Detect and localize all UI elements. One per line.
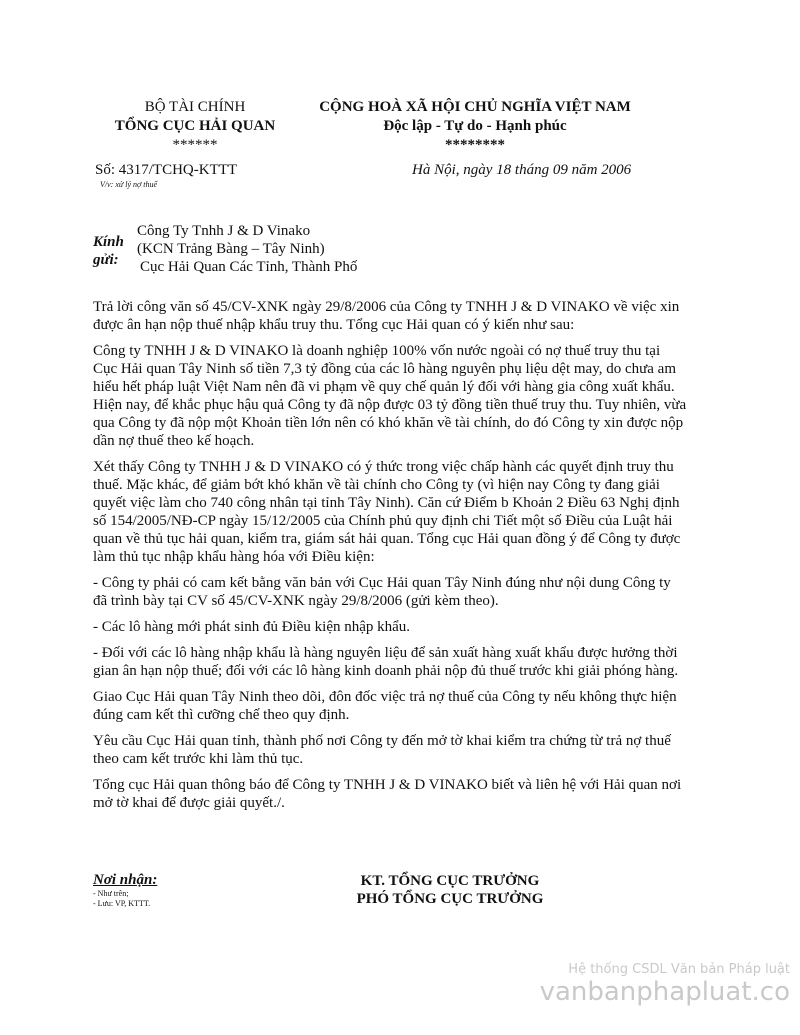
distribution-item: - Như trên; — [93, 889, 129, 898]
issuing-authority — [80, 98, 310, 155]
watermark-site: vanbanphapluat.co — [539, 977, 790, 1007]
recipients-label-line1: Kính — [93, 234, 124, 250]
motto-separator: ******** — [445, 137, 505, 153]
department-separator: ****** — [172, 137, 218, 153]
national-motto: Độc lập - Tự do - Hạnh phúc — [383, 118, 567, 134]
signer-title-line1: KT. TỔNG CỤC TRƯỞNG — [360, 873, 540, 889]
national-header — [300, 98, 650, 155]
body-paragraph: Yêu cầu Cục Hải quan tỉnh, thành phố nơi Công ty đến mở tờ khai kiểm tra chứng từ trả nợ thuế theo cam kết trước khi làm thủ tục. — [93, 733, 671, 767]
distribution-title: Nơi nhận: — [93, 872, 158, 888]
watermark — [540, 962, 790, 1007]
document-subject: V/v: xử lý nợ thuế — [100, 180, 158, 189]
nation-title: CỘNG HOÀ XÃ HỘI CHỦ NGHĨA VIỆT NAM — [319, 99, 631, 115]
watermark-caption: Hệ thống CSDL Văn bản Pháp luật — [568, 962, 790, 977]
distribution-list — [93, 872, 157, 909]
condition-item: - Các lô hàng mới phát sinh đủ Điều kiện nhập khẩu. — [93, 619, 411, 635]
body-paragraph: Trả lời công văn số 45/CV-XNK ngày 29/8/2006 của Công ty TNHH J & D VINAKO về việc xin được ân hạn nộp thuế nhập khẩu truy thu. Tổng cục Hải quan có ý kiến như sau: — [93, 299, 680, 333]
condition-item: - Công ty phải có cam kết bằng văn bản với Cục Hải quan Tây Ninh đúng như nội dung Công ty đã trình bày tại CV số 45/CV-XNK ngày 29/8/2006 (gửi kèm theo). — [93, 575, 671, 609]
recipient-item: (KCN Trảng Bàng – Tây Ninh) — [137, 241, 325, 257]
ministry-name: BỘ TÀI CHÍNH — [144, 99, 246, 115]
department-name: TỔNG CỤC HẢI QUAN — [114, 118, 276, 134]
body-paragraph: Công ty TNHH J & D VINAKO là doanh nghiệp 100% vốn nước ngoài có nợ thuế truy thu tại Cục Hải quan Tây Ninh số tiền 7,3 tỷ đồng của các lô hàng nguyên phụ liệu dệt may, do chưa am hiểu hết pháp luật Việt Nam nên đã vi phạm về quy chế quản lý đối với hàng gia công xuất khẩu. Hiện nay, để khắc phục hậu quả Công ty đã nộp được 03 tỷ đồng tiền thuế truy thu. Tuy nhiên, vừa qua Công ty đã nộp một Khoản tiền lớn nên có khó khăn về tài chính, do đó Công ty xin được nộp dần nợ thuế theo kế hoạch. — [93, 343, 687, 449]
document-place-date: Hà Nội, ngày 18 tháng 09 năm 2006 — [412, 162, 632, 178]
body-paragraph: Tổng cục Hải quan thông báo để Công ty TNHH J & D VINAKO biết và liên hệ với Hải quan nơi mở tờ khai để được giải quyết./. — [93, 777, 682, 811]
recipients-label — [93, 233, 124, 269]
recipient-item: Cục Hải Quan Các Tỉnh, Thành Phố — [140, 259, 358, 275]
body-paragraph: Xét thấy Công ty TNHH J & D VINAKO có ý thức trong việc chấp hành các quyết định truy thu thuế. Mặc khác, để giảm bớt khó khăn về tài chính cho Công ty (vì hiện nay Công ty đang giải quyết việc làm cho 740 công nhân tại tỉnh Tây Ninh). Căn cứ Điểm b Khoản 2 Điều 63 Nghị định số 154/2005/NĐ-CP ngày 15/12/2005 của Chính phủ quy định chi Tiết một số Điều của Luật hải quan về thủ tục hải quan, kiểm tra, giám sát hải quan. Tổng cục Hải quan đồng ý để Công ty được làm thủ tục nhập khẩu hàng hóa với Điều kiện: — [93, 459, 681, 565]
signature-block — [345, 872, 555, 908]
document-number: Số: 4317/TCHQ-KTTT — [95, 162, 238, 178]
document-body — [93, 298, 688, 820]
signer-title-line2: PHÓ TỔNG CỤC TRƯỞNG — [356, 891, 544, 907]
distribution-item: - Lưu: VP, KTTT. — [93, 899, 151, 908]
recipient-item: Công Ty Tnhh J & D Vinako — [137, 223, 311, 239]
body-paragraph: Giao Cục Hải quan Tây Ninh theo dõi, đôn đốc việc trả nợ thuế của Công ty nếu không thực hiện đúng cam kết thì cưỡng chế theo quy định. — [93, 689, 677, 723]
recipients-label-line2: gửi: — [93, 252, 119, 268]
recipients-list — [137, 222, 357, 276]
condition-item: - Đối với các lô hàng nhập khẩu là hàng nguyên liệu để sản xuất hàng xuất khẩu được hưởng thời gian ân hạn nộp thuế; đối với các lô hàng kinh doanh phải nộp đủ thuế trước khi giải phóng hàng. — [93, 645, 679, 679]
